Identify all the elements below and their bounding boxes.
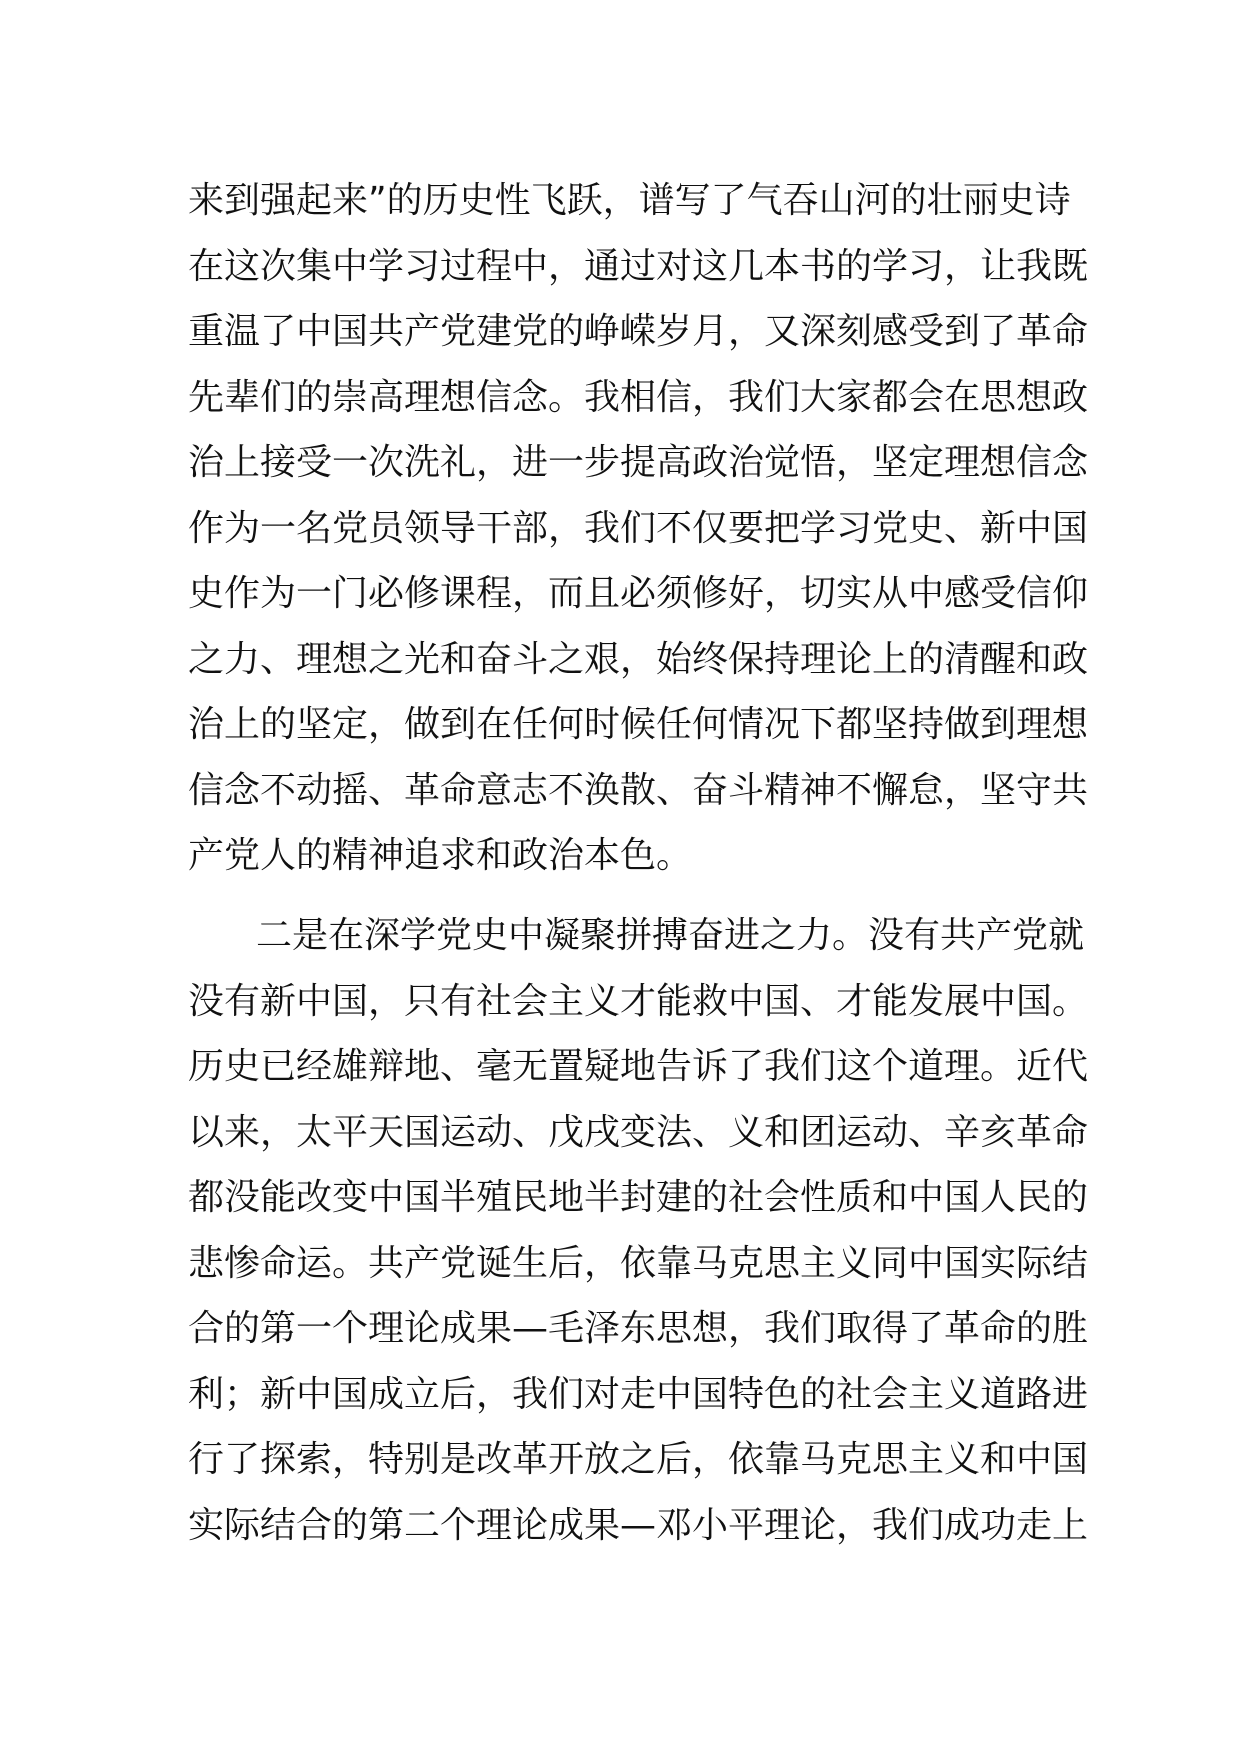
text-line: 之力、理想之光和奋斗之艰，始终保持理论上的清醒和政 [188,638,1089,680]
paragraph-2 [188,903,1089,1558]
paragraph-1 [188,168,1089,889]
text-line: 合的第一个理论成果—毛泽东思想，我们取得了革命的胜 [188,1308,1089,1349]
text-line: 没有新中国，只有社会主义才能救中国、才能发展中国。 [188,980,1089,1022]
text-line: 重温了中国共产党建党的峥嵘岁月，又深刻感受到了革命 [188,311,1089,352]
text-line: 先辈们的崇高理想信念。我相信，我们大家都会在思想政 [188,376,1089,418]
text-line-indented: 二是在深学党史中凝聚拼搏奋进之力。没有共产党就 [256,915,1085,956]
text-line: 以来，太平天国运动、戊戌变法、义和团运动、辛亥革命 [188,1111,1089,1153]
text-line: 作为一名党员领导干部，我们不仅要把学习党史、新中国 [188,507,1089,549]
text-line: 在这次集中学习过程中，通过对这几本书的学习，让我既 [188,245,1089,287]
text-line: 产党人的精神追求和政治本色。 [188,835,693,876]
text-line: 历史已经雄辩地、毫无置疑地告诉了我们这个道理。近代 [188,1046,1089,1087]
text-line: 史作为一门必修课程，而且必须修好，切实从中感受信仰 [188,573,1089,614]
text-line: 信念不动摇、革命意志不涣散、奋斗精神不懈怠，坚守共 [188,769,1089,811]
text-line: 治上接受一次洗礼，进一步提高政治觉悟，坚定理想信念 [188,442,1089,483]
text-line: 行了探索，特别是改革开放之后，依靠马克思主义和中国 [188,1439,1089,1480]
text-line: 实际结合的第二个理论成果—邓小平理论，我们成功走上 [188,1504,1089,1546]
text-line: 来到强起来”的历史性飞跃，谱写了气吞山河的壮丽史诗 [188,180,1071,221]
text-line: 利；新中国成立后，我们对走中国特色的社会主义道路进 [188,1373,1089,1415]
text-line: 都没能改变中国半殖民地半封建的社会性质和中国人民的 [188,1177,1089,1218]
text-line: 悲惨命运。共产党诞生后，依靠马克思主义同中国实际结 [188,1242,1089,1284]
text-line: 治上的坚定，做到在任何时候任何情况下都坚持做到理想 [188,704,1089,745]
